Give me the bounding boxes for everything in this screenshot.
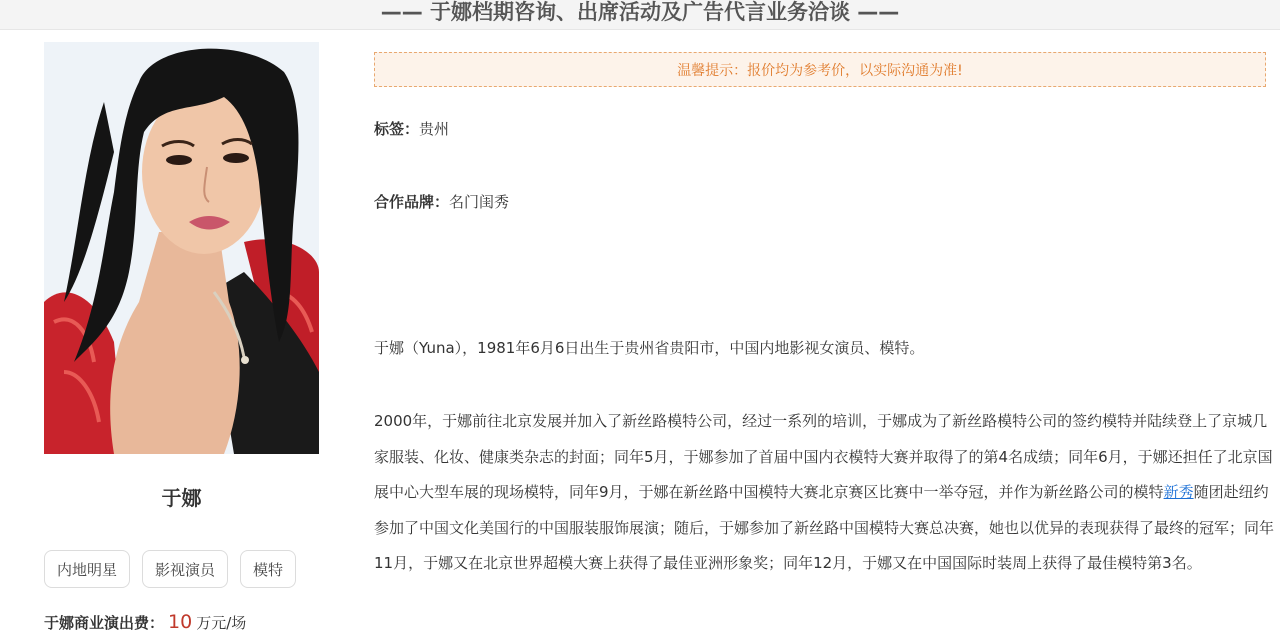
- portrait-photo-icon: [44, 42, 319, 454]
- bio-text-after-link: 随团赴纽约参加了中国文化美国行的中国服装服饰展演；随后，于娜参加了新丝路中国模特大赛总决赛，她也以优异的表现获得了最终的冠军；同年11月，于娜又在北京世界超模大赛上获得了最佳亚洲形象奖；同年12月，于娜又在中国国际时装周上获得了最佳模特第3名。: [374, 483, 1275, 573]
- tag-label: 标签：: [374, 120, 420, 138]
- profile-tags: [44, 550, 296, 588]
- tag-model[interactable]: 模特: [240, 550, 296, 588]
- performance-fee: [44, 611, 246, 630]
- fee-unit: 万元/场: [196, 614, 247, 630]
- profile-photo: [44, 42, 319, 454]
- top-banner: [0, 0, 1280, 30]
- bio-link-newcomer[interactable]: 新秀: [1163, 483, 1194, 502]
- brand-value[interactable]: 名门闺秀: [449, 193, 510, 211]
- tag-mainland-star[interactable]: 内地明星: [44, 550, 130, 588]
- tag-row: [374, 118, 449, 139]
- fee-value: 10: [168, 611, 193, 630]
- bio-text-before-link: 2000年，于娜前往北京发展并加入了新丝路模特公司，经过一系列的培训，于娜成为了新丝路模特公司的签约模特并陆续登上了京城几家服装、化妆、健康类杂志的封面；同年5月，于娜参加了首届中国内衣模特大赛并取得了的第4名成绩；同年6月，于娜还担任了北京国展中心大型车展的现场模特，同年9月，于娜在新丝路中国模特大赛北京赛区比赛中一举夺冠，并作为新丝路公司的模特: [374, 412, 1273, 502]
- star-name: 于娜: [161, 486, 202, 510]
- price-notice: 温馨提示：报价均为参考价，以实际沟通为准!: [374, 52, 1266, 87]
- brand-label: 合作品牌：: [374, 193, 450, 211]
- bio-paragraph-1: 于娜（Yuna），1981年6月6日出生于贵州省贵阳市，中国内地影视女演员、模特。: [374, 339, 925, 357]
- brand-row: [374, 191, 509, 212]
- banner-title: —— 于娜档期咨询、出席活动及广告代言业务洽谈 ——: [380, 0, 900, 24]
- tag-value[interactable]: 贵州: [419, 120, 450, 138]
- fee-label: 于娜商业演出费：: [44, 614, 165, 630]
- bio-paragraph-2: [374, 404, 1274, 582]
- tag-actress[interactable]: 影视演员: [142, 550, 228, 588]
